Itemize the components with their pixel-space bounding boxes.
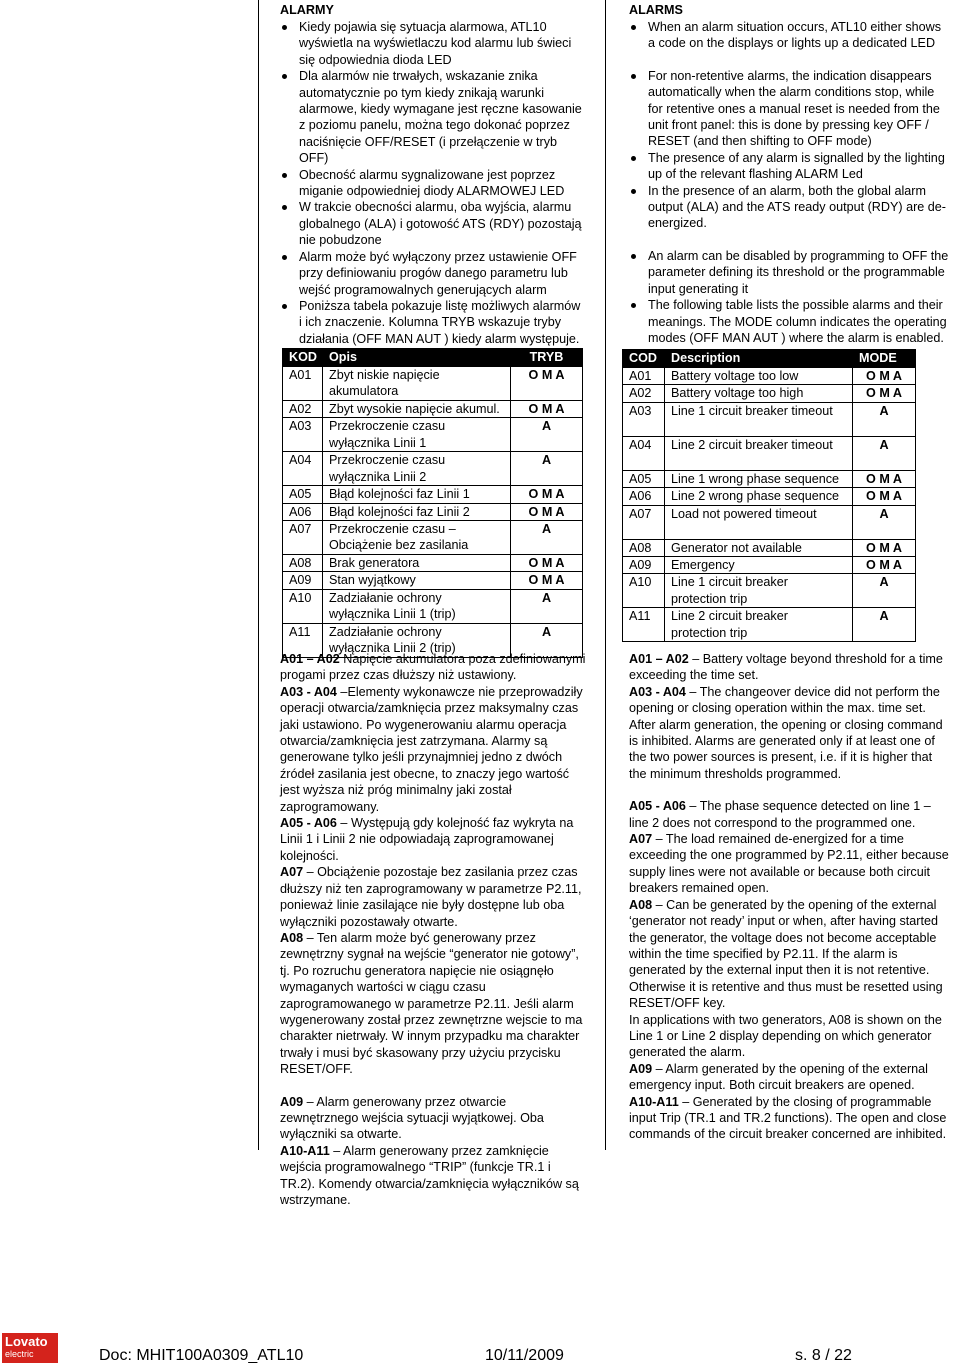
note-paragraph: A05 - A06 – The phase sequence detected on line 1 – line 2 does not correspond to the programmed one. [629, 799, 931, 830]
table-header-row [623, 350, 916, 368]
list-item: The following table lists the possible alarms and their meanings. The MODE column indicates the operating modes (OFF MAN AUT ) where the alarm is enabled. [625, 297, 950, 346]
alarm-table-pl [282, 348, 583, 658]
column-header-code: COD [623, 350, 665, 368]
logo-text: Lovato [5, 1334, 48, 1349]
table-row: A06 Błąd kolejności faz Linii 2 O M A [283, 503, 583, 520]
bullet-icon [631, 303, 636, 308]
list-item: Kiedy pojawia się sytuacja alarmowa, ATL10 wyświetla na wyświetlaczu kod alarmu lub świeci się odpowiednia dioda LED [276, 19, 586, 68]
table-row: A01 Battery voltage too low O M A [623, 368, 916, 385]
page-footer [0, 1330, 960, 1366]
bullet-icon [631, 25, 636, 30]
table-row: A03 Przekroczenie czasu wyłącznika Linii 1 A [283, 418, 583, 452]
note-paragraph: A08 – Can be generated by the opening of the external ‘generator not ready’ input or when, after having started the generator, the voltage does not become acceptable within the time specified by P2.11. If the alarm is generated by the external input then it is not retentive. Otherwise it is retentive and thus must be resetted using RESET/OFF key. [629, 897, 943, 1011]
list-item: Alarm może być wyłączony przez ustawienie OFF przy definiowaniu progów danego parametru lub wejść programowalnych generujących alarm [276, 249, 586, 298]
bullet-icon [631, 156, 636, 161]
note-paragraph: A10-A11 – Alarm generowany przez zamknięcie wejścia programowalnego “TRIP” (funkcje TR.1 i TR.2). Komendy otwarcia/zamknięcia wyłączników są wstrzymane. [280, 1143, 579, 1207]
table-row: A04 Przekroczenie czasu wyłącznika Linii 2 A [283, 452, 583, 486]
logo-subtext: electric [5, 1349, 34, 1359]
paragraph-gap [280, 1078, 586, 1094]
list-item: In the presence of an alarm, both the global alarm output (ALA) and the ATS ready output (RDY) are de-energized. [625, 183, 950, 232]
column-header-mode: TRYB [511, 349, 583, 367]
note-paragraph: A10-A11 – Generated by the closing of programmable input Trip (TR.1 and TR.2 functions). The open and close commands of the circuit breaker concerned are inhibited. [629, 1094, 947, 1142]
note-paragraph: A05 - A06 – Występują gdy kolejność faz wykryta na Linii 1 i Linii 2 nie odpowiadają zaprogramowanej kolejności. [280, 816, 574, 863]
note-paragraph: A09 – Alarm generowany przez otwarcie zewnętrznego wejścia sytuacji wyjątkowej. Oba wyłączniki sa otwarte. [280, 1094, 544, 1142]
section-heading: ALARMS [629, 3, 683, 17]
bullet-icon [631, 254, 636, 259]
left-border-line [258, 0, 259, 1150]
bullet-list [625, 19, 950, 346]
table-row: A11 Zadziałanie ochrony wyłącznika Linii 2 (trip) A [283, 623, 583, 657]
table-row: A02 Zbyt wysokie napięcie akumul. O M A [283, 400, 583, 417]
bullet-icon [631, 189, 636, 194]
table-body [623, 368, 916, 642]
bullet-icon [282, 74, 287, 79]
list-item: When an alarm situation occurs, ATL10 either shows a code on the displays or lights up a dedicated LED [625, 19, 950, 52]
paragraph-gap [629, 782, 950, 798]
note-paragraph: A03 - A04 – The changeover device did not perform the opening or closing operation within the max. time set. After alarm generation, the opening or closing command is inhibited. Alarms are generated only if at least one of the two power sources is present, i.e. if it is higher that the minimum thresholds programmed. [629, 684, 943, 781]
table-row: A08 Generator not available O M A [623, 539, 916, 556]
list-item: For non-retentive alarms, the indication disappears automatically when the alarm conditions stop, while for retentive ones a manual reset is needed from the unit front panel: this is done by pressing key OFF / RESET (and then shifting to OFF mode) [625, 68, 950, 150]
table-row: A06 Line 2 wrong phase sequence O M A [623, 488, 916, 505]
column-header-code: KOD [283, 349, 323, 367]
table-row: A11 Line 2 circuit breaker protection trip A [623, 608, 916, 642]
bullet-list [276, 19, 586, 347]
table-row: A05 Line 1 wrong phase sequence O M A [623, 470, 916, 487]
note-paragraph: In applications with two generators, A08 is shown on the Line 1 or Line 2 display depending on which generator generated the alarm. [629, 1012, 942, 1060]
bullet-icon [282, 25, 287, 30]
table-row: A09 Emergency O M A [623, 557, 916, 574]
bullet-icon [282, 255, 287, 260]
table-row: A07 Przekroczenie czasu – Obciążenie bez zasilania A [283, 521, 583, 555]
list-item: The presence of any alarm is signalled by the lighting up of the relevant flashing ALARM Led [625, 150, 950, 183]
list-item: W trakcie obecności alarmu, oba wyjścia, alarmu globalnego (ALA) i gotowość ATS (RDY) pozostają nie pobudzone [276, 199, 586, 248]
alarm-table-en [622, 349, 916, 642]
list-item: Dla alarmów nie trwałych, wskazanie znika automatycznie po tym kiedy znikają warunki alarmowe, kiedy wymagane jest ręczne kasowanie z poziomu panelu, można tego dokonać poprzez naciśnięcie OFF/RESET (i przełączenie w tryb OFF) [276, 68, 586, 166]
document-date: 10/11/2009 [485, 1347, 564, 1364]
column-header-mode: MODE [853, 350, 916, 368]
list-item: Poniższa tabela pokazuje listę możliwych alarmów i ich znaczenie. Kolumna TRYB wskazuje tryby działania (OFF MAN AUT ) kiedy alarm występuje. [276, 298, 586, 347]
table-row: A10 Zadziałanie ochrony wyłącznika Linii 1 (trip) A [283, 589, 583, 623]
center-divider-line [605, 0, 606, 1150]
page-number: s. 8 / 22 [795, 1347, 852, 1364]
lovato-logo [2, 1333, 58, 1363]
note-paragraph: A03 - A04 –Elementy wykonawcze nie przeprowadziły operacji otwarcia/zamknięcia przez maksymalny czas jaki ustawiono. Po wygenerowaniu alarmu operacja otwarcia/zamknięcia jest zatrzymana. Alarmy są generowane tylko jeśli przynajmniej jedno z dwóch źródeł zasilania jest obecne, to znaczy jego wartość jest wyższa niż próg minimalny jaki został zaprogramowany. [280, 684, 583, 814]
bullet-icon [282, 205, 287, 210]
english-column [625, 0, 950, 1150]
table-row: A02 Battery voltage too high O M A [623, 385, 916, 402]
table-row: A07 Load not powered timeout A [623, 505, 916, 539]
table-row: A09 Stan wyjątkowy O M A [283, 572, 583, 589]
table-body [283, 367, 583, 658]
alarm-notes-pl [280, 651, 586, 1208]
list-item: Obecność alarmu sygnalizowane jest poprzez miganie odpowiedniej diody ALARMOWEJ LED [276, 167, 586, 200]
bullet-icon [282, 304, 287, 309]
table-row: A01 Zbyt niskie napięcie akumulatora O M A [283, 367, 583, 401]
section-heading: ALARMY [280, 3, 334, 17]
note-paragraph: A09 – Alarm generated by the opening of the external emergency input. Both circuit breakers are opened. [629, 1061, 928, 1093]
column-header-desc: Description [665, 350, 853, 368]
note-paragraph: A07 – The load remained de-energized for a time exceeding the one programmed by P2.11, either because supply lines were not available or because both circuit breakers remained open. [629, 832, 949, 896]
alarm-notes-en [629, 651, 950, 1143]
table-row: A08 Brak generatora O M A [283, 555, 583, 572]
note-paragraph: A07 – Obciążenie pozostaje bez zasilania przez czas dłuższy niż ten zaprogramowany w parametrze P2.11, ponieważ linie zasilające nie były dostępne lub oba wyłączniki pozostawały otwarte. [280, 865, 582, 929]
bullet-icon [631, 74, 636, 79]
document-code: Doc: MHIT100A0309_ATL10 [99, 1347, 304, 1364]
note-paragraph: A01 – A02 Napięcie akumulatora poza zdefiniowanymi progami przez czas dłuższy niż ustawiony. [280, 652, 586, 683]
list-item: An alarm can be disabled by programming to OFF the parameter defining its threshold or the programmable input generating it [625, 248, 950, 297]
table-header-row [283, 349, 583, 367]
note-paragraph: A08 – Ten alarm może być generowany przez zewnętrzny sygnał na wejście “generator nie gotowy”, tj. Po rozruchu generatora napięcie nie osiągnęło wymaganych wartości w ciągu czasu zaprogramowanego w parametrze P2.11. Jeśli alarm wygenerowany został przez zewnętrzne wejscie to ma charakter nietrwały. W innym przypadku ma charakter trwały i musi być skasowany przy użyciu przycisku RESET/OFF. [280, 930, 583, 1077]
column-header-desc: Opis [323, 349, 511, 367]
table-row: A04 Line 2 circuit breaker timeout A [623, 436, 916, 470]
table-row: A10 Line 1 circuit breaker protection trip A [623, 574, 916, 608]
table-row: A05 Błąd kolejności faz Linii 1 O M A [283, 486, 583, 503]
bullet-icon [282, 173, 287, 178]
note-paragraph: A01 – A02 – Battery voltage beyond threshold for a time exceeding the time set. [629, 652, 943, 683]
polish-column [276, 0, 586, 1207]
table-row: A03 Line 1 circuit breaker timeout A [623, 402, 916, 436]
